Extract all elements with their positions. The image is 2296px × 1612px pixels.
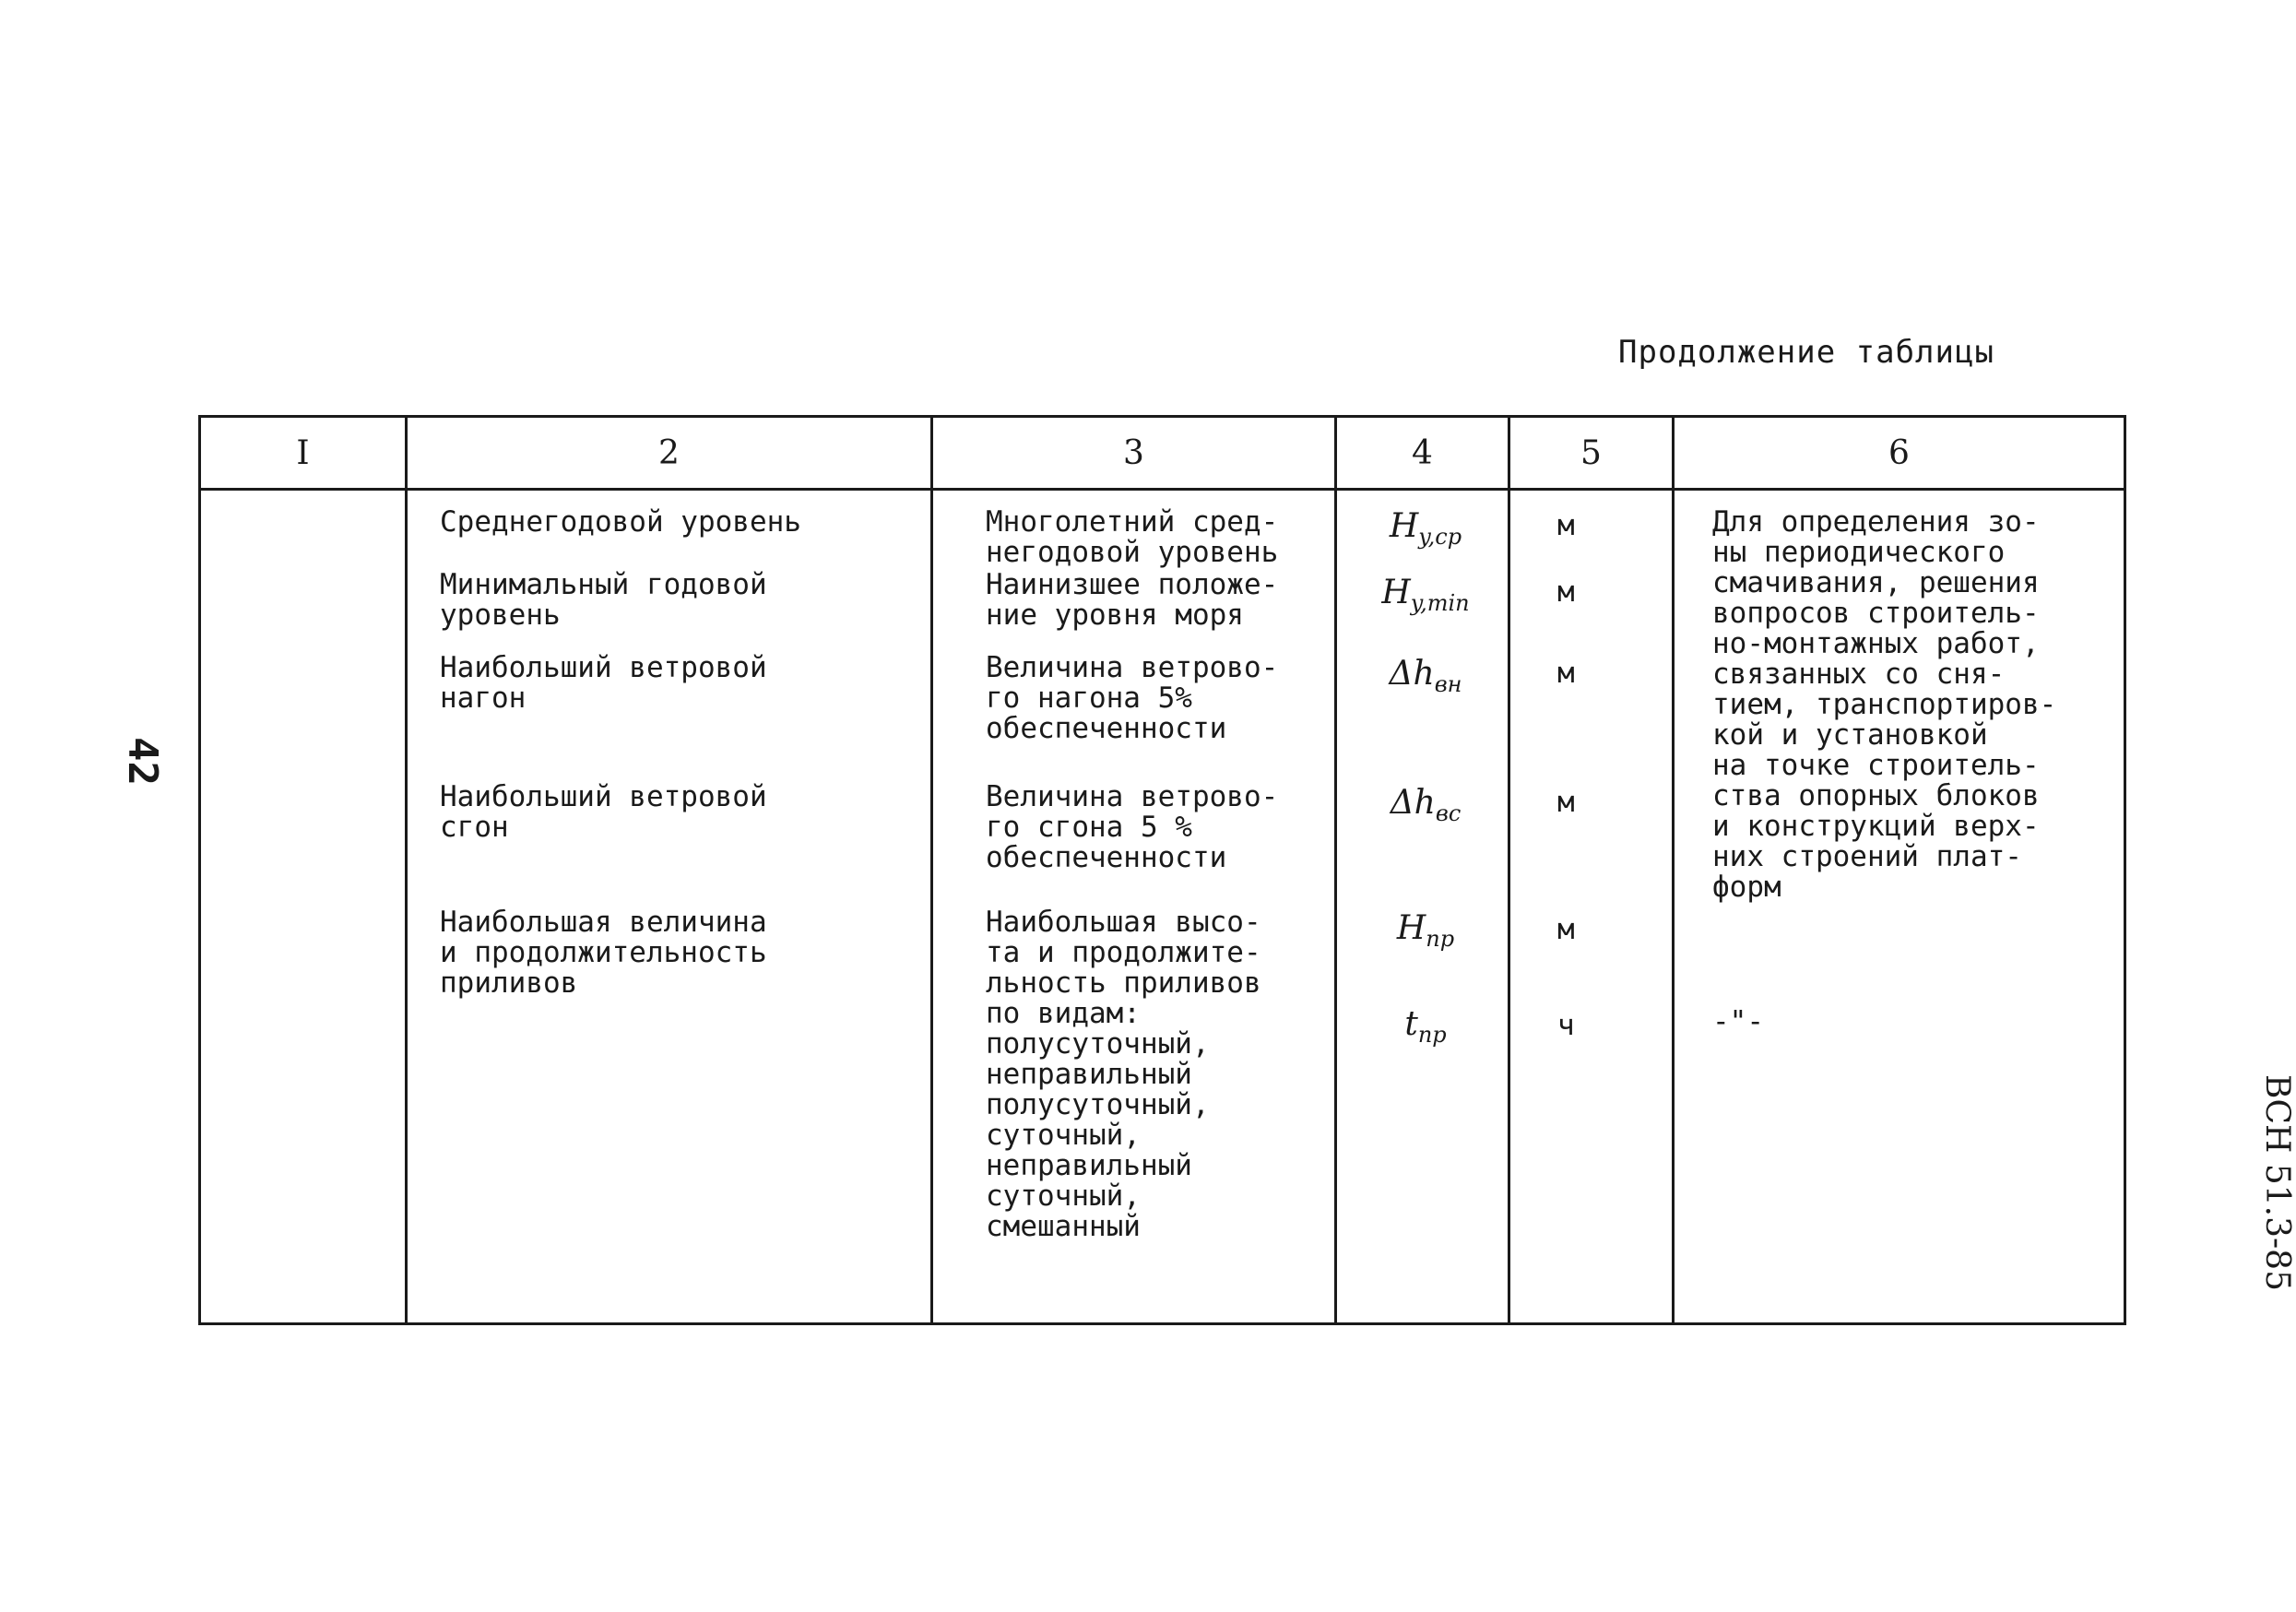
ditto-mark: -"- [1712,1005,1764,1038]
unit: м [1557,575,1575,609]
unit: м [1557,786,1575,819]
cell-col1-empty [200,490,407,1324]
unit: ч [1557,1009,1575,1042]
symbol-t-pr: $t_{пр}$ [1404,1005,1447,1049]
cell-symbols [1336,490,1509,1324]
parameter-definition: Величина ветрово- го сгона 5 % обеспеченности [986,780,1279,874]
table-continuation-caption: Продолжение таблицы [1618,334,1994,371]
document-code: ВСН 51.3-85 [2257,1074,2296,1291]
purpose-note: Для определения зо- ны периодического смачивания, решения вопросов строитель- но-монтажных работ, связанных со сня- тием, транспортиров- кой и установкой на точке строитель- ства опорных блоков и конструкций верх- них строений плат- форм [1712,505,2057,904]
symbol-delta-h-vn: $\Delta h_{вн}$ [1389,655,1462,698]
parameter-name: Наибольшая величина и продолжительность приливов [440,906,767,1000]
specification-table [198,415,2126,1325]
symbol-h-y-sr: $H_{y,ср}$ [1389,507,1462,551]
symbol-h-y-min: $H_{y,min}$ [1381,574,1470,617]
symbol-delta-h-vs: $\Delta h_{вс}$ [1390,784,1462,827]
unit: м [1557,509,1575,542]
parameter-name: Наибольший ветровой сгон [440,780,767,844]
parameter-definition: Величина ветрово- го нагона 5% обеспеченности [986,651,1279,745]
column-header-5: 5 [1509,417,1674,490]
parameter-name: Среднегодовой уровень [440,505,801,539]
column-header-2: 2 [407,417,932,490]
unit: м [1557,913,1575,946]
parameter-name: Наибольший ветровой нагон [440,651,767,715]
cell-units [1509,490,1674,1324]
cell-parameter-definitions [932,490,1336,1324]
parameter-definition: Наибольшая высо- та и продолжите- льность приливов по видам: полусуточный, неправильный полусуточный, суточный, неправильный суточный, смешанный [986,906,1261,1243]
page-number: 42 [118,737,166,786]
column-header-1: I [200,417,407,490]
symbol-h-pr: $H_{пр}$ [1396,909,1455,953]
table-row [200,490,2125,1324]
unit: м [1557,657,1575,690]
table-header [200,417,2125,490]
cell-parameter-names [407,490,932,1324]
column-header-6: 6 [1674,417,2125,490]
cell-notes [1674,490,2125,1324]
parameter-definition: Многолетний сред- негодовой уровень [986,505,1279,569]
parameter-name: Минимальный годовой уровень [440,568,767,632]
column-header-3: 3 [932,417,1336,490]
column-header-4: 4 [1336,417,1509,490]
parameter-definition: Наинизшее положе- ние уровня моря [986,568,1279,632]
